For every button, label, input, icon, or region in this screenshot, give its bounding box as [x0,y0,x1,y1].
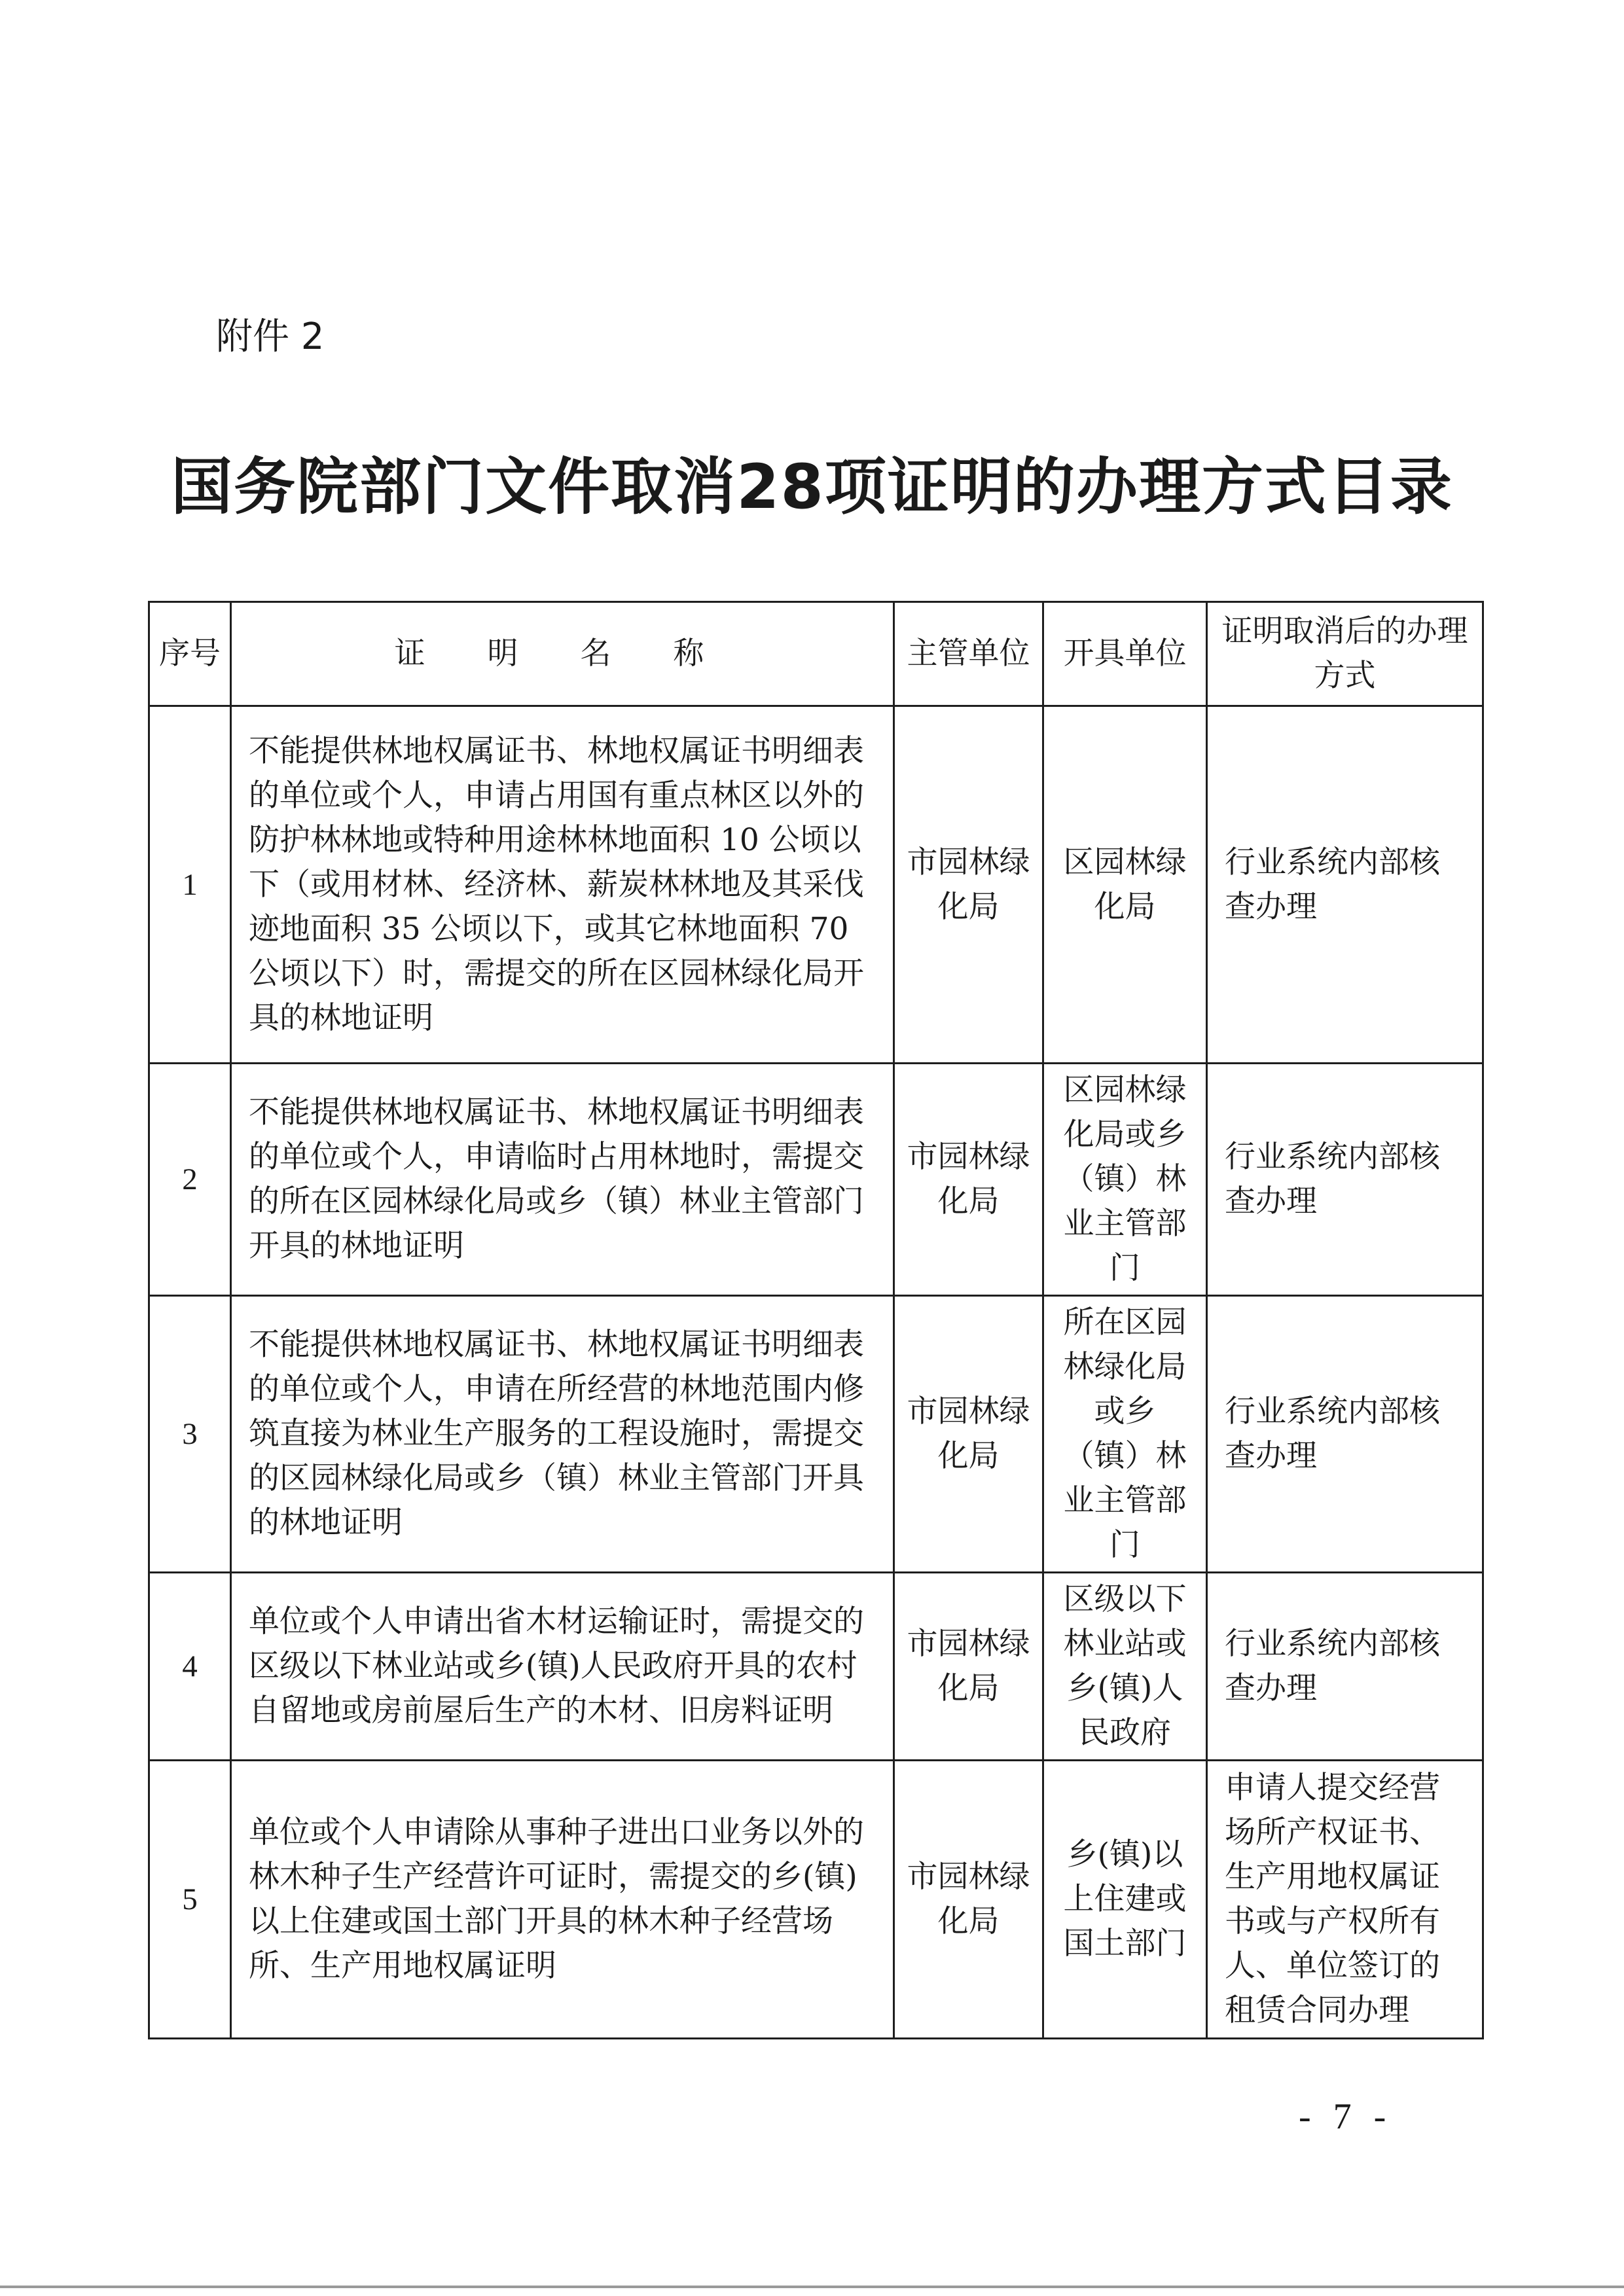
row-handling-method: 行业系统内部核查办理 [1207,1573,1483,1761]
row-serial-number: 3 [149,1296,231,1573]
row-serial-number: 4 [149,1573,231,1761]
row-issuing-unit: 区级以下林业站或乡(镇)人民政府 [1043,1573,1207,1761]
row-handling-method: 行业系统内部核查办理 [1207,706,1483,1064]
row-serial-number: 5 [149,1761,231,2039]
table-row [149,1761,1483,2039]
certificate-catalog-table [148,601,1484,2039]
row-issuing-unit: 乡(镇)以上住建或国土部门 [1043,1761,1207,2039]
document-title: 国务院部门文件取消28项证明的办理方式目录 [171,452,1453,523]
row-handling-method: 行业系统内部核查办理 [1207,1064,1483,1296]
table-row [149,1064,1483,1296]
row-competent-unit: 市园林绿化局 [894,1761,1043,2039]
row-handling-method: 申请人提交经营场所产权证书、生产用地权属证书或与产权所有人、单位签订的租赁合同办理 [1207,1761,1483,2039]
row-certificate-name: 不能提供林地权属证书、林地权属证书明细表的单位或个人，申请临时占用林地时，需提交的所在区园林绿化局或乡（镇）林业主管部门开具的林地证明 [231,1064,894,1296]
header-serial-number: 序号 [149,602,231,706]
row-competent-unit: 市园林绿化局 [894,1296,1043,1573]
row-competent-unit: 市园林绿化局 [894,1064,1043,1296]
row-certificate-name: 不能提供林地权属证书、林地权属证书明细表的单位或个人，申请占用国有重点林区以外的防护林林地或特种用途林林地面积 10 公顷以下（或用材林、经济林、薪炭林林地及其采伐迹地面积 35 公顷以下，或其它林地面积 70 公顷以下）时，需提交的所在区园林绿化局开具的林地证明 [231,706,894,1064]
header-competent-unit: 主管单位 [894,602,1043,706]
header-issuing-unit: 开具单位 [1043,602,1207,706]
header-certificate-name-text: 证 明 名 称 [394,636,731,672]
row-issuing-unit: 区园林绿化局 [1043,706,1207,1064]
row-certificate-name: 单位或个人申请出省木材运输证时，需提交的区级以下林业站或乡(镇)人民政府开具的农村自留地或房前屋后生产的木材、旧房料证明 [231,1573,894,1761]
page-bottom-rule [0,2286,1624,2288]
header-certificate-name [231,602,894,706]
row-serial-number: 2 [149,1064,231,1296]
row-issuing-unit: 所在区园林绿化局或乡（镇）林业主管部门 [1043,1296,1207,1573]
row-competent-unit: 市园林绿化局 [894,1573,1043,1761]
table-row [149,1573,1483,1761]
row-competent-unit: 市园林绿化局 [894,706,1043,1064]
row-issuing-unit: 区园林绿化局或乡（镇）林业主管部门 [1043,1064,1207,1296]
header-handling-method: 证明取消后的办理方式 [1207,602,1483,706]
row-serial-number: 1 [149,706,231,1064]
row-handling-method: 行业系统内部核查办理 [1207,1296,1483,1573]
row-certificate-name: 单位或个人申请除从事种子进出口业务以外的林木种子生产经营许可证时，需提交的乡(镇)以上住建或国土部门开具的林木种子经营场所、生产用地权属证明 [231,1761,894,2039]
table-row [149,706,1483,1064]
page-number: - 7 - [1299,2096,1393,2137]
table-header-row [149,602,1483,706]
attachment-label: 附件 2 [216,315,325,358]
row-certificate-name: 不能提供林地权属证书、林地权属证书明细表的单位或个人，申请在所经营的林地范围内修筑直接为林业生产服务的工程设施时，需提交的区园林绿化局或乡（镇）林业主管部门开具的林地证明 [231,1296,894,1573]
table-row [149,1296,1483,1573]
